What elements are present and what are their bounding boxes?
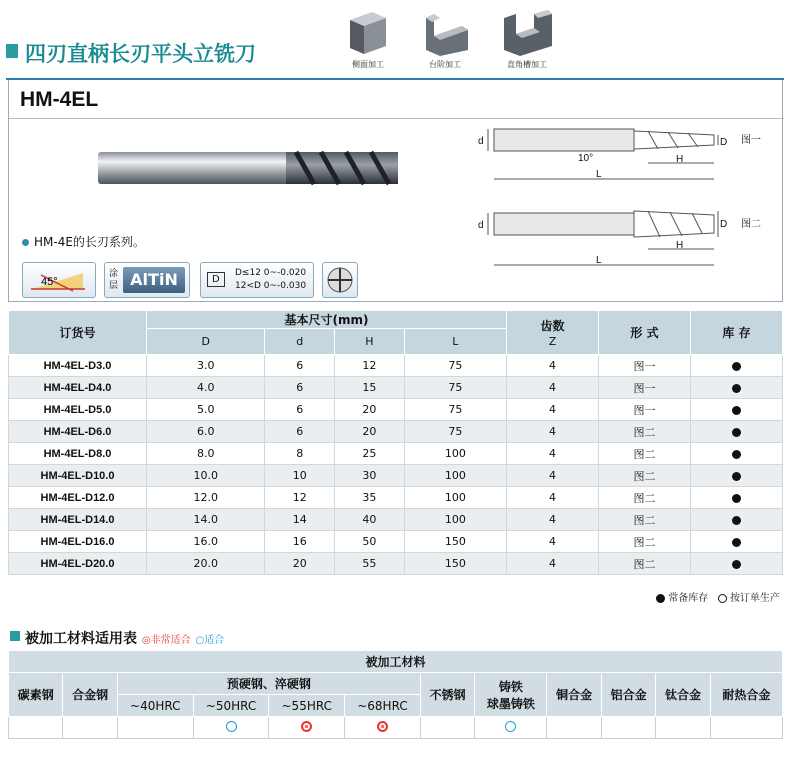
cell-h: 40 [335, 509, 405, 531]
col-L: L [404, 329, 506, 355]
cell-stock [691, 487, 783, 509]
rating-cell [345, 717, 421, 739]
tol-d-box: D [207, 272, 225, 287]
mat-titanium: 钛合金 [656, 673, 710, 717]
cell-code: HM-4EL-D14.0 [9, 509, 147, 531]
cell-l: 150 [404, 553, 506, 575]
col-basic-size: 基本尺寸(mm) [147, 311, 507, 329]
cell-z: 4 [507, 421, 599, 443]
cell-d: 10 [265, 465, 335, 487]
in-stock-icon [732, 472, 741, 481]
cell-h: 55 [335, 553, 405, 575]
cell-stock [691, 421, 783, 443]
very-suitable-icon [377, 721, 388, 732]
rating-cell [117, 717, 193, 739]
very-suitable-icon [301, 721, 312, 732]
spec-row [9, 531, 783, 553]
rating-cell [710, 717, 782, 739]
op-side: 侧面加工 [346, 10, 390, 70]
cell-form: 图一 [599, 355, 691, 377]
cell-code: HM-4EL-D8.0 [9, 443, 147, 465]
cell-h: 20 [335, 421, 405, 443]
cell-d: 20.0 [147, 553, 265, 575]
cell-stock [691, 553, 783, 575]
cell-code: HM-4EL-D16.0 [9, 531, 147, 553]
cell-stock [691, 399, 783, 421]
stock-legend: 常备库存 按订单生产 [656, 589, 780, 604]
spec-row [9, 443, 783, 465]
model-name: HM-4EL [20, 88, 99, 111]
cell-d: 14 [265, 509, 335, 531]
rating-cell [547, 717, 601, 739]
header-divider [9, 118, 784, 119]
spec-table [8, 310, 783, 575]
spec-row [9, 399, 783, 421]
rating-cell [269, 717, 345, 739]
mat-cast-iron: 铸铁 球墨铸铁 [475, 673, 547, 717]
cell-z: 4 [507, 377, 599, 399]
cell-d: 8 [265, 443, 335, 465]
cell-form: 图二 [599, 465, 691, 487]
ratings-row [9, 717, 783, 739]
col-H: H [335, 329, 405, 355]
cell-d: 12.0 [147, 487, 265, 509]
in-stock-icon [732, 450, 741, 459]
materials-group-header: 被加工材料 [9, 651, 783, 673]
rating-cell [656, 717, 710, 739]
title-marker [6, 44, 18, 58]
coating-badge [104, 262, 190, 298]
in-stock-icon [656, 594, 665, 603]
page-title: 四刃直柄长刃平头立铣刀 [25, 42, 256, 66]
suitable-icon [505, 721, 516, 732]
cell-z: 4 [507, 509, 599, 531]
mat-alloy-steel: 合金钢 [63, 673, 117, 717]
cell-form: 图二 [599, 553, 691, 575]
flute-badge [322, 262, 358, 298]
op-step: 台阶加工 [420, 10, 470, 70]
in-stock-icon [732, 406, 741, 415]
spec-row [9, 421, 783, 443]
cell-d: 16 [265, 531, 335, 553]
cell-z: 4 [507, 531, 599, 553]
dimension-diagrams [478, 123, 778, 273]
spec-row [9, 355, 783, 377]
cell-d: 20 [265, 553, 335, 575]
cell-d: 6.0 [147, 421, 265, 443]
in-stock-icon [732, 428, 741, 437]
cell-l: 75 [404, 377, 506, 399]
cell-l: 100 [404, 443, 506, 465]
cell-h: 35 [335, 487, 405, 509]
hrc-50: ~50HRC [193, 695, 269, 717]
cell-h: 30 [335, 465, 405, 487]
spec-row [9, 487, 783, 509]
cell-h: 15 [335, 377, 405, 399]
L-label-1: L [596, 169, 602, 180]
cell-stock [691, 377, 783, 399]
cell-d: 6 [265, 421, 335, 443]
to-order-icon [718, 594, 727, 603]
cell-d: 16.0 [147, 531, 265, 553]
cell-l: 75 [404, 399, 506, 421]
cell-z: 4 [507, 355, 599, 377]
cell-code: HM-4EL-D3.0 [9, 355, 147, 377]
materials-marker [10, 631, 20, 641]
spec-row [9, 509, 783, 531]
cell-d: 4.0 [147, 377, 265, 399]
D-label-1: D [720, 137, 728, 148]
spec-row [9, 465, 783, 487]
cell-stock [691, 531, 783, 553]
tol-line2: 12<D 0~-0.030 [235, 281, 307, 291]
cell-d: 10.0 [147, 465, 265, 487]
cell-d: 3.0 [147, 355, 265, 377]
op-slot: 直角槽加工 [500, 10, 554, 70]
cell-d: 6 [265, 377, 335, 399]
cell-form: 图二 [599, 531, 691, 553]
cell-d: 6 [265, 355, 335, 377]
rating-cell [63, 717, 117, 739]
in-stock-icon [732, 362, 741, 371]
cell-d: 6 [265, 399, 335, 421]
mat-heat-resistant: 耐热合金 [710, 673, 782, 717]
cell-z: 4 [507, 465, 599, 487]
materials-table [8, 650, 783, 739]
in-stock-icon [732, 384, 741, 393]
d-label-2: d [478, 220, 484, 231]
col-d: d [265, 329, 335, 355]
materials-title: 被加工材料适用表 ◎非常适合 ○适合 [25, 631, 225, 647]
coating-prefix: 涂层 [109, 269, 119, 291]
coating-label: AlTiN [123, 267, 185, 293]
rating-cell [420, 717, 474, 739]
svg-text:45°: 45° [41, 276, 58, 288]
cell-code: HM-4EL-D6.0 [9, 421, 147, 443]
tolerance-badge [200, 262, 314, 298]
col-form: 形 式 [599, 311, 691, 355]
fig2-label: 图二 [741, 219, 761, 230]
helix-angle-icon [23, 263, 95, 297]
col-stock: 库 存 [691, 311, 783, 355]
cell-code: HM-4EL-D4.0 [9, 377, 147, 399]
in-stock-icon [732, 494, 741, 503]
cell-h: 12 [335, 355, 405, 377]
cell-code: HM-4EL-D20.0 [9, 553, 147, 575]
in-stock-icon [732, 516, 741, 525]
mat-hardened-steel: 预硬钢、淬硬钢 [117, 673, 420, 695]
col-D: D [147, 329, 265, 355]
in-stock-icon [732, 538, 741, 547]
cell-h: 50 [335, 531, 405, 553]
cell-l: 100 [404, 465, 506, 487]
mat-carbon-steel: 碳素钢 [9, 673, 63, 717]
cell-d: 14.0 [147, 509, 265, 531]
D-label-2: D [720, 219, 728, 230]
rating-cell [9, 717, 63, 739]
cell-z: 4 [507, 553, 599, 575]
cell-form: 图二 [599, 509, 691, 531]
endmill-photo [96, 146, 406, 192]
cell-form: 图二 [599, 443, 691, 465]
hrc-55: ~55HRC [269, 695, 345, 717]
side-machining-icon [346, 10, 390, 56]
cell-code: HM-4EL-D10.0 [9, 465, 147, 487]
cell-h: 20 [335, 399, 405, 421]
series-note: HM-4E的长刃系列。 [22, 233, 145, 250]
fig1-label: 图一 [741, 135, 761, 146]
cell-l: 75 [404, 355, 506, 377]
angle-label: 10° [578, 153, 594, 164]
four-flute-icon [323, 263, 357, 297]
tol-line1: D≤12 0~-0.020 [235, 268, 307, 278]
cell-code: HM-4EL-D5.0 [9, 399, 147, 421]
cell-z: 4 [507, 399, 599, 421]
slot-machining-icon [500, 10, 554, 56]
mat-stainless: 不锈钢 [420, 673, 474, 717]
step-machining-icon [420, 10, 470, 56]
mat-aluminum: 铝合金 [601, 673, 655, 717]
cell-h: 25 [335, 443, 405, 465]
spec-row [9, 377, 783, 399]
cell-stock [691, 443, 783, 465]
cell-stock [691, 355, 783, 377]
cell-l: 100 [404, 509, 506, 531]
cell-l: 100 [404, 487, 506, 509]
col-teeth: 齿数 Z [507, 311, 599, 355]
d-label-1: d [478, 136, 484, 147]
cell-z: 4 [507, 443, 599, 465]
L-label-2: L [596, 255, 602, 266]
cell-stock [691, 465, 783, 487]
cell-form: 图二 [599, 487, 691, 509]
col-code: 订货号 [9, 311, 147, 355]
hrc-40: ~40HRC [117, 695, 193, 717]
cell-form: 图一 [599, 377, 691, 399]
cell-form: 图二 [599, 421, 691, 443]
mat-copper: 铜合金 [547, 673, 601, 717]
spec-row [9, 553, 783, 575]
cell-d: 12 [265, 487, 335, 509]
cell-l: 75 [404, 421, 506, 443]
H-label-1: H [676, 154, 684, 165]
rating-cell [193, 717, 269, 739]
suitable-icon [226, 721, 237, 732]
cell-z: 4 [507, 487, 599, 509]
helix-badge [22, 262, 96, 298]
H-label-2: H [676, 240, 684, 251]
cell-form: 图一 [599, 399, 691, 421]
cell-l: 150 [404, 531, 506, 553]
cell-code: HM-4EL-D12.0 [9, 487, 147, 509]
bullet-icon [22, 239, 29, 246]
cell-d: 8.0 [147, 443, 265, 465]
hrc-68: ~68HRC [345, 695, 421, 717]
cell-stock [691, 509, 783, 531]
rating-cell [475, 717, 547, 739]
cell-d: 5.0 [147, 399, 265, 421]
in-stock-icon [732, 560, 741, 569]
rating-cell [601, 717, 655, 739]
